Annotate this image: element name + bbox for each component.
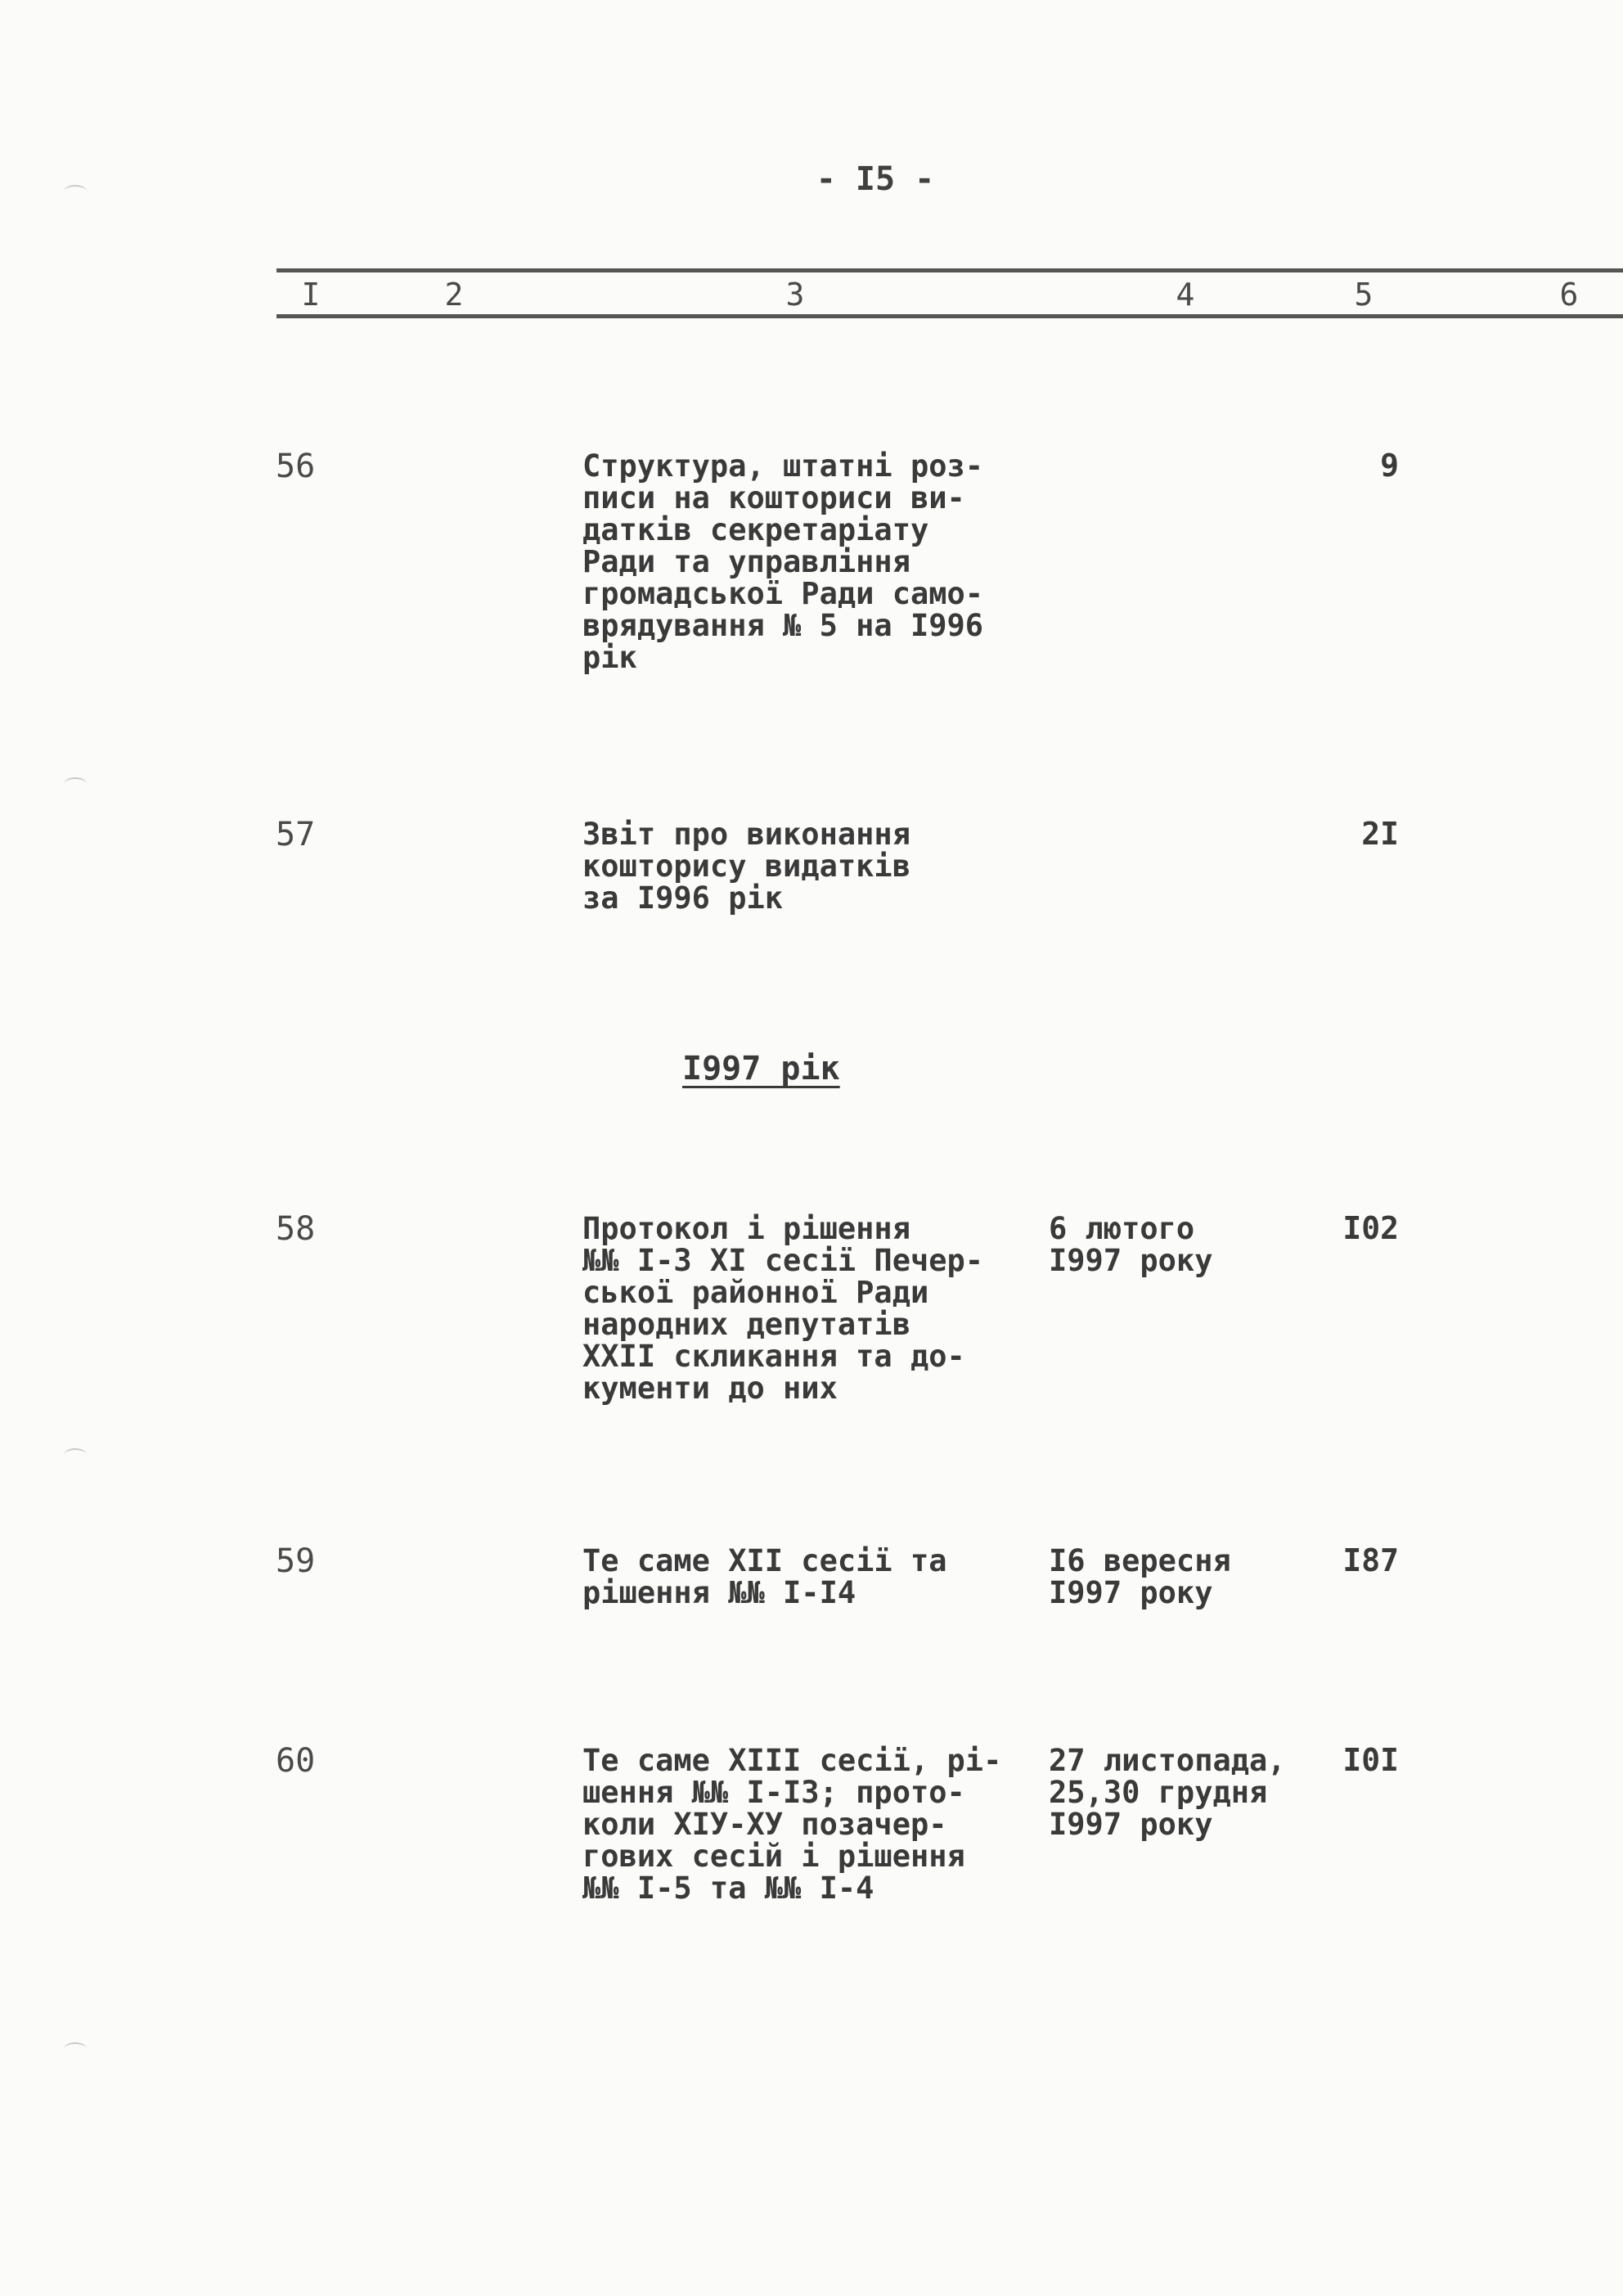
entry-number: 60 [276,1742,316,1780]
entry-date: 6 лютого I997 року [1049,1211,1213,1278]
entry-sheet-count: I02 [1342,1210,1399,1246]
entry-title: Те саме XII сесії та рішення №№ I-I4 [582,1543,947,1610]
entry-title: Структура, штатні роз- писи на кошториси ви- датків секретаріату Ради та управління громадської Ради само- врядування № 5 на I996 рік [582,448,984,675]
entry-sheet-count: I87 [1342,1542,1399,1578]
entry-number: 57 [276,816,316,853]
entry-date: 27 листопада, 25,30 грудня I997 року [1049,1743,1286,1842]
column-header-4: 4 [1176,277,1195,313]
column-header-3: 3 [785,277,805,313]
section-heading-year: I997 рік [682,1050,840,1087]
column-header-6: 6 [1559,277,1579,313]
entry-sheet-count: I0I [1342,1742,1399,1778]
column-header-1: I [301,277,321,313]
table-header-bottom-rule [276,314,1623,318]
entry-sheet-count: 2I [1361,816,1399,852]
entry-number: 58 [276,1210,316,1248]
punch-hole-mark [64,777,87,790]
entry-sheet-count: 9 [1380,448,1399,484]
page-number: - I5 - [816,160,935,198]
punch-hole-mark [64,2042,87,2055]
entry-title: Те саме XIII сесії, рі- шення №№ I-I3; прото- коли XIУ-XУ позачер- гових сесій і рішення №№ I-5 та №№ I-4 [582,1743,1002,1906]
column-header-5: 5 [1354,277,1373,313]
entry-date: I6 вересня I997 року [1049,1543,1231,1610]
entry-title: Звіт про виконання кошторису видатків за I996 рік [582,817,910,916]
table-header-top-rule [276,268,1623,272]
entry-number: 59 [276,1542,316,1580]
entry-title: Протокол і рішення №№ I-3 XI сесії Печер- ської районної Ради народних депутатів XXII скликання та до- кументи до них [582,1211,984,1406]
entry-number: 56 [276,448,316,485]
column-header-2: 2 [444,277,464,313]
punch-hole-mark [64,1448,87,1461]
punch-hole-mark [64,185,87,198]
